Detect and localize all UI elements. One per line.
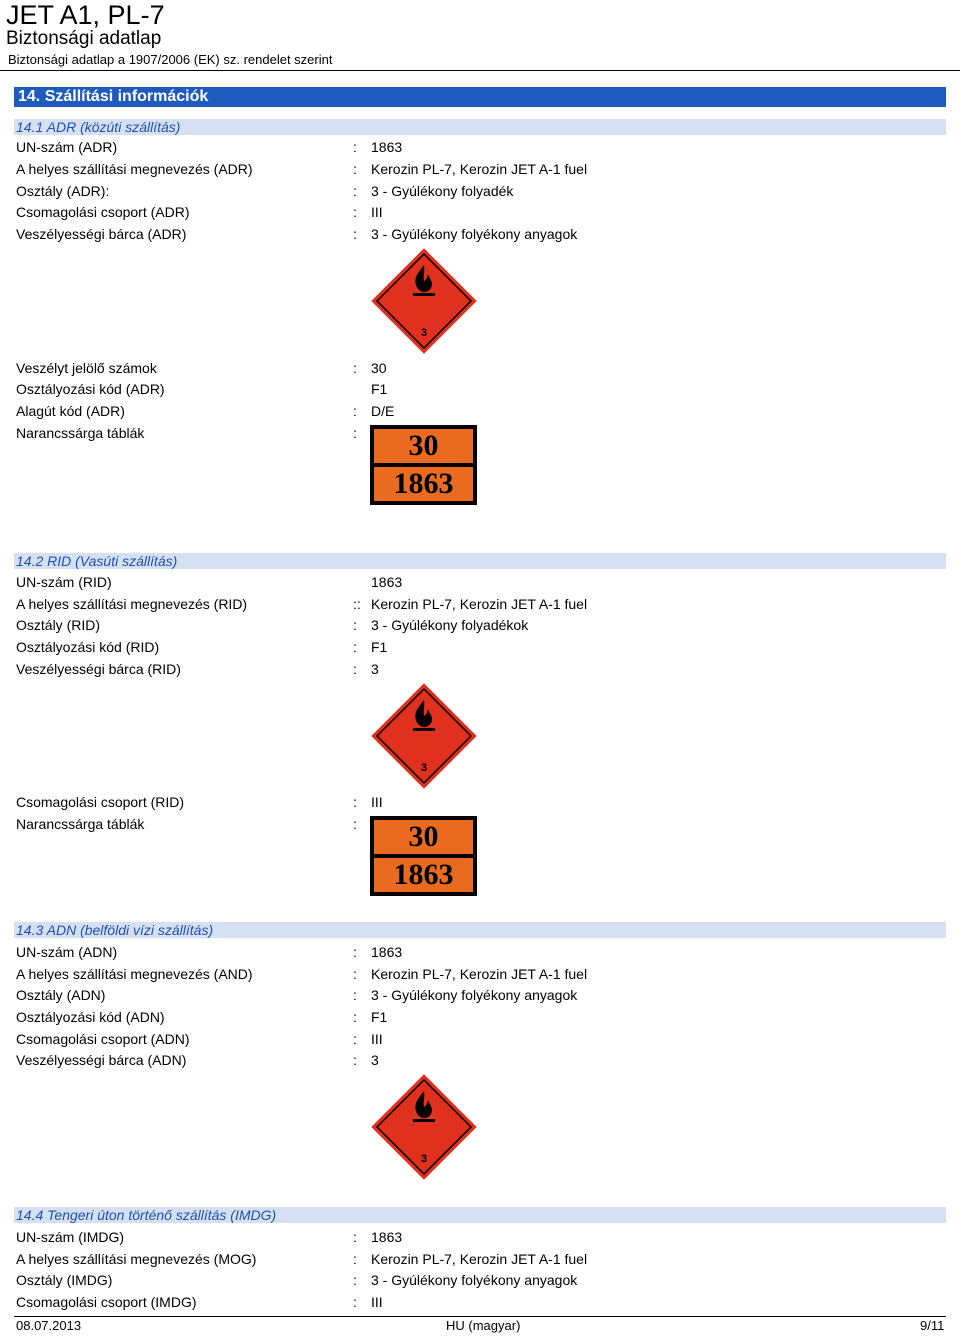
field-value: 3 - Gyúlékony folyékony anyagok bbox=[371, 1272, 578, 1288]
imdg-section-title: 14.4 Tengeri úton történő szállítás (IMDG) bbox=[14, 1207, 946, 1223]
field-value: III bbox=[371, 1294, 383, 1310]
field-colon: : bbox=[353, 1009, 357, 1025]
orange-hazard-panel bbox=[370, 816, 477, 896]
field-colon: : bbox=[353, 139, 357, 155]
adn-row bbox=[16, 964, 936, 984]
field-label: Osztály (IMDG) bbox=[16, 1272, 113, 1288]
field-value: 30 bbox=[371, 360, 387, 376]
field-value: 3 - Gyúlékony folyadékok bbox=[371, 617, 529, 633]
field-value: Kerozin PL-7, Kerozin JET A-1 fuel bbox=[371, 596, 588, 612]
adr-row bbox=[16, 358, 936, 378]
adn-row bbox=[16, 1050, 936, 1070]
field-colon: : bbox=[353, 987, 357, 1003]
field-colon: : bbox=[353, 425, 357, 441]
field-value: Kerozin PL-7, Kerozin JET A-1 fuel bbox=[371, 161, 588, 177]
imdg-row bbox=[16, 1292, 936, 1312]
field-colon: : bbox=[353, 794, 357, 810]
field-label: Veszélyességi bárca (ADN) bbox=[16, 1052, 187, 1068]
footer-page-number: 9/11 bbox=[920, 1318, 945, 1333]
field-label: Narancssárga táblák bbox=[16, 816, 145, 832]
adn-section-title: 14.3 ADN (belföldi vízi szállítás) bbox=[14, 922, 946, 938]
adr-row bbox=[16, 379, 936, 399]
footer-date: 08.07.2013 bbox=[16, 1318, 82, 1333]
hazard-class-number: 3 bbox=[420, 1153, 428, 1165]
field-colon: : bbox=[353, 816, 357, 832]
field-colon: :: bbox=[353, 596, 361, 612]
field-value: F1 bbox=[371, 381, 388, 397]
adn-row bbox=[16, 942, 936, 962]
rid-row bbox=[16, 637, 936, 657]
field-value: Kerozin PL-7, Kerozin JET A-1 fuel bbox=[371, 966, 588, 982]
field-label: Osztályozási kód (ADR) bbox=[16, 381, 165, 397]
field-label: Veszélyességi bárca (RID) bbox=[16, 661, 181, 677]
field-colon: : bbox=[353, 226, 357, 242]
field-label: Csomagolási csoport (RID) bbox=[16, 794, 185, 810]
un-number: 1863 bbox=[374, 467, 473, 501]
field-value: III bbox=[371, 794, 383, 810]
field-colon: : bbox=[353, 403, 357, 419]
adr-row bbox=[16, 401, 936, 421]
adn-row bbox=[16, 1007, 936, 1027]
field-label: UN-szám (IMDG) bbox=[16, 1229, 125, 1245]
field-label: Osztályozási kód (RID) bbox=[16, 639, 160, 655]
document-title: JET A1, PL-7 bbox=[6, 0, 165, 30]
field-label: A helyes szállítási megnevezés (AND) bbox=[16, 966, 253, 982]
rid-row bbox=[16, 615, 936, 635]
field-colon: : bbox=[353, 183, 357, 199]
field-label: Veszélyességi bárca (ADR) bbox=[16, 226, 187, 242]
regulation-note: Biztonsági adatlap a 1907/2006 (EK) sz. rendelet szerint bbox=[8, 52, 333, 67]
footer-language: HU (magyar) bbox=[446, 1318, 521, 1333]
field-value: III bbox=[371, 1031, 383, 1047]
flammable-liquid-hazard-label bbox=[370, 1073, 478, 1181]
imdg-row bbox=[16, 1270, 936, 1290]
field-colon: : bbox=[353, 639, 357, 655]
field-colon: : bbox=[353, 161, 357, 177]
field-label: Alagút kód (ADR) bbox=[16, 403, 125, 419]
adn-row bbox=[16, 985, 936, 1005]
field-label: A helyes szállítási megnevezés (ADR) bbox=[16, 161, 253, 177]
adn-row bbox=[16, 1029, 936, 1049]
field-colon: : bbox=[353, 1272, 357, 1288]
field-colon: : bbox=[353, 617, 357, 633]
field-value: 3 - Gyúlékony folyadék bbox=[371, 183, 514, 199]
field-label: Osztály (ADR): bbox=[16, 183, 110, 199]
section-title: 14. Szállítási információk bbox=[14, 87, 946, 107]
hazard-id-number: 30 bbox=[374, 820, 473, 854]
document-type: Biztonsági adatlap bbox=[6, 28, 162, 49]
imdg-row bbox=[16, 1249, 936, 1269]
field-label: Csomagolási csoport (ADR) bbox=[16, 204, 190, 220]
field-value: F1 bbox=[371, 1009, 388, 1025]
rid-section-title: 14.2 RID (Vasúti szállítás) bbox=[14, 553, 946, 569]
adr-section-title: 14.1 ADR (közúti szállítás) bbox=[14, 119, 946, 135]
rid-row bbox=[16, 594, 936, 614]
hazard-class-number: 3 bbox=[420, 327, 428, 339]
field-value: 1863 bbox=[371, 139, 403, 155]
orange-hazard-panel bbox=[370, 425, 477, 505]
field-label: Narancssárga táblák bbox=[16, 425, 145, 441]
field-label: UN-szám (ADN) bbox=[16, 944, 118, 960]
field-colon: : bbox=[353, 360, 357, 376]
field-colon: : bbox=[353, 944, 357, 960]
field-label: UN-szám (RID) bbox=[16, 574, 112, 590]
field-value: 1863 bbox=[371, 1229, 403, 1245]
field-value: 3 - Gyúlékony folyékony anyagok bbox=[371, 226, 578, 242]
field-value: Kerozin PL-7, Kerozin JET A-1 fuel bbox=[371, 1251, 588, 1267]
adr-row bbox=[16, 137, 936, 157]
field-label: Csomagolási csoport (ADN) bbox=[16, 1031, 190, 1047]
imdg-row bbox=[16, 1227, 936, 1247]
field-colon: : bbox=[353, 1229, 357, 1245]
field-label: Csomagolási csoport (IMDG) bbox=[16, 1294, 197, 1310]
hazard-class-number: 3 bbox=[420, 762, 428, 774]
field-value: 1863 bbox=[371, 574, 403, 590]
footer-divider bbox=[14, 1316, 946, 1317]
field-label: Osztály (ADN) bbox=[16, 987, 106, 1003]
field-colon: : bbox=[353, 1251, 357, 1267]
field-value: D/E bbox=[371, 403, 395, 419]
field-label: Veszélyt jelölő számok bbox=[16, 360, 157, 376]
field-value: III bbox=[371, 204, 383, 220]
adr-row bbox=[16, 224, 936, 244]
field-colon: : bbox=[353, 1052, 357, 1068]
hazard-id-number: 30 bbox=[374, 429, 473, 463]
rid-row bbox=[16, 792, 936, 812]
field-value: 3 bbox=[371, 1052, 379, 1068]
field-value: 3 bbox=[371, 661, 379, 677]
field-label: Osztályozási kód (ADN) bbox=[16, 1009, 165, 1025]
adr-row bbox=[16, 202, 936, 222]
field-value: F1 bbox=[371, 639, 388, 655]
field-label: A helyes szállítási megnevezés (MOG) bbox=[16, 1251, 257, 1267]
field-colon: : bbox=[353, 1031, 357, 1047]
field-label: UN-szám (ADR) bbox=[16, 139, 118, 155]
rid-row bbox=[16, 572, 936, 592]
field-label: Osztály (RID) bbox=[16, 617, 100, 633]
flammable-liquid-hazard-label bbox=[370, 247, 478, 355]
field-value: 3 - Gyúlékony folyékony anyagok bbox=[371, 987, 578, 1003]
adr-row bbox=[16, 181, 936, 201]
field-label: A helyes szállítási megnevezés (RID) bbox=[16, 596, 248, 612]
field-colon: : bbox=[353, 1294, 357, 1310]
un-number: 1863 bbox=[374, 858, 473, 892]
field-colon: : bbox=[353, 661, 357, 677]
rid-row bbox=[16, 659, 936, 679]
adr-row bbox=[16, 159, 936, 179]
header-divider bbox=[0, 70, 960, 71]
field-colon: : bbox=[353, 204, 357, 220]
flammable-liquid-hazard-label bbox=[370, 682, 478, 790]
field-value: 1863 bbox=[371, 944, 403, 960]
field-colon: : bbox=[353, 966, 357, 982]
